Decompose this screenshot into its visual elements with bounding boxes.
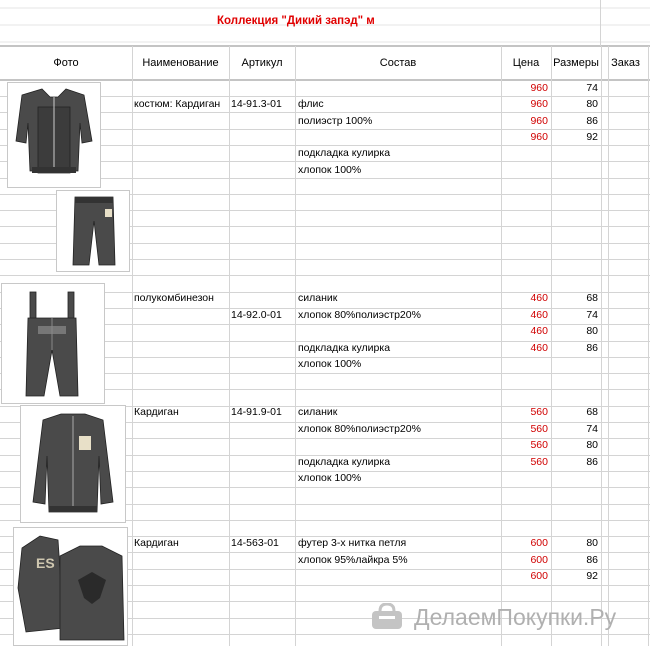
header-sizes: Размеры (553, 57, 599, 69)
photo-cardigan-1 (20, 405, 126, 523)
cell-composition[interactable]: хлопок 100% (298, 358, 362, 370)
cell-price[interactable]: 960 (530, 98, 548, 110)
cell-size[interactable]: 68 (586, 292, 598, 304)
cell-size[interactable]: 86 (586, 342, 598, 354)
cell-size[interactable]: 92 (586, 570, 598, 582)
cell-price[interactable]: 960 (530, 115, 548, 127)
jacket-drawing (8, 83, 100, 187)
cell-size[interactable]: 74 (586, 309, 598, 321)
cell-composition[interactable]: полиэстр 100% (298, 115, 373, 127)
cell-size[interactable]: 74 (586, 423, 598, 435)
cell-article[interactable]: 14-563-01 (231, 537, 279, 549)
cell-composition[interactable]: футер 3-х нитка петля (298, 537, 407, 549)
cell-size[interactable]: 74 (586, 82, 598, 94)
cell-price[interactable]: 460 (530, 309, 548, 321)
cell-size[interactable]: 80 (586, 537, 598, 549)
cell-size[interactable]: 80 (586, 98, 598, 110)
cell-composition[interactable]: хлопок 80%полиэстр20% (298, 309, 421, 321)
cell-size[interactable]: 86 (586, 115, 598, 127)
cell-composition[interactable]: подкладка кулирка (298, 147, 391, 159)
header-article: Артикул (241, 57, 283, 69)
shopping-bag-icon (370, 603, 404, 631)
cell-price[interactable]: 960 (530, 82, 548, 94)
cell-name[interactable]: Кардиган (134, 406, 179, 418)
cell-size[interactable]: 86 (586, 554, 598, 566)
cell-composition[interactable]: флис (298, 98, 324, 110)
cell-price[interactable]: 560 (530, 423, 548, 435)
header-photo: Фото (53, 57, 79, 69)
cell-size[interactable]: 80 (586, 439, 598, 451)
cell-price[interactable]: 460 (530, 342, 548, 354)
cardigan-drawing (21, 406, 125, 522)
cell-article[interactable]: 14-91.3-01 (231, 98, 282, 110)
cell-composition[interactable]: силаник (298, 406, 338, 418)
cell-name[interactable]: Кардиган (134, 537, 179, 549)
photo-cardigan-2 (13, 527, 128, 646)
pants-drawing (57, 191, 129, 271)
cell-composition[interactable]: подкладка кулирка (298, 342, 391, 354)
watermark-text: ДелаемПокупки.Ру (414, 603, 617, 630)
cell-price[interactable]: 600 (530, 554, 548, 566)
cell-price[interactable]: 460 (530, 292, 548, 304)
overalls-drawing (2, 284, 104, 403)
cell-name[interactable]: полукомбинезон (134, 292, 214, 304)
collection-title: Коллекция "Дикий запэд" м (217, 15, 375, 27)
header-price: Цена (512, 57, 540, 69)
cell-price[interactable]: 560 (530, 406, 548, 418)
cell-composition[interactable]: хлопок 95%лайкра 5% (298, 554, 408, 566)
header-order: Заказ (611, 57, 640, 69)
photo-suit-jacket (7, 82, 101, 188)
cell-size[interactable]: 80 (586, 325, 598, 337)
watermark (370, 603, 616, 631)
cell-composition[interactable]: хлопок 100% (298, 164, 362, 176)
cell-price[interactable]: 600 (530, 537, 548, 549)
cell-composition[interactable]: хлопок 100% (298, 472, 362, 484)
photo-suit-pants (56, 190, 130, 272)
cell-composition[interactable]: подкладка кулирка (298, 456, 391, 468)
cell-size[interactable]: 86 (586, 456, 598, 468)
cell-price[interactable]: 960 (530, 131, 548, 143)
cell-price[interactable]: 600 (530, 570, 548, 582)
cell-price[interactable]: 560 (530, 439, 548, 451)
header-composition: Состав (379, 57, 417, 69)
cardigan-back-drawing (14, 528, 127, 645)
cell-article[interactable]: 14-91.9-01 (231, 406, 282, 418)
cell-composition[interactable]: силаник (298, 292, 338, 304)
header-name: Наименование (142, 57, 219, 69)
cell-size[interactable]: 92 (586, 131, 598, 143)
cell-price[interactable]: 560 (530, 456, 548, 468)
photo-overalls (1, 283, 105, 404)
cell-name[interactable]: костюм: Кардиган (134, 98, 221, 110)
cell-price[interactable]: 460 (530, 325, 548, 337)
cell-size[interactable]: 68 (586, 406, 598, 418)
cell-composition[interactable]: хлопок 80%полиэстр20% (298, 423, 421, 435)
cell-article[interactable]: 14-92.0-01 (231, 309, 282, 321)
svg-text:ES: ES (36, 555, 55, 571)
